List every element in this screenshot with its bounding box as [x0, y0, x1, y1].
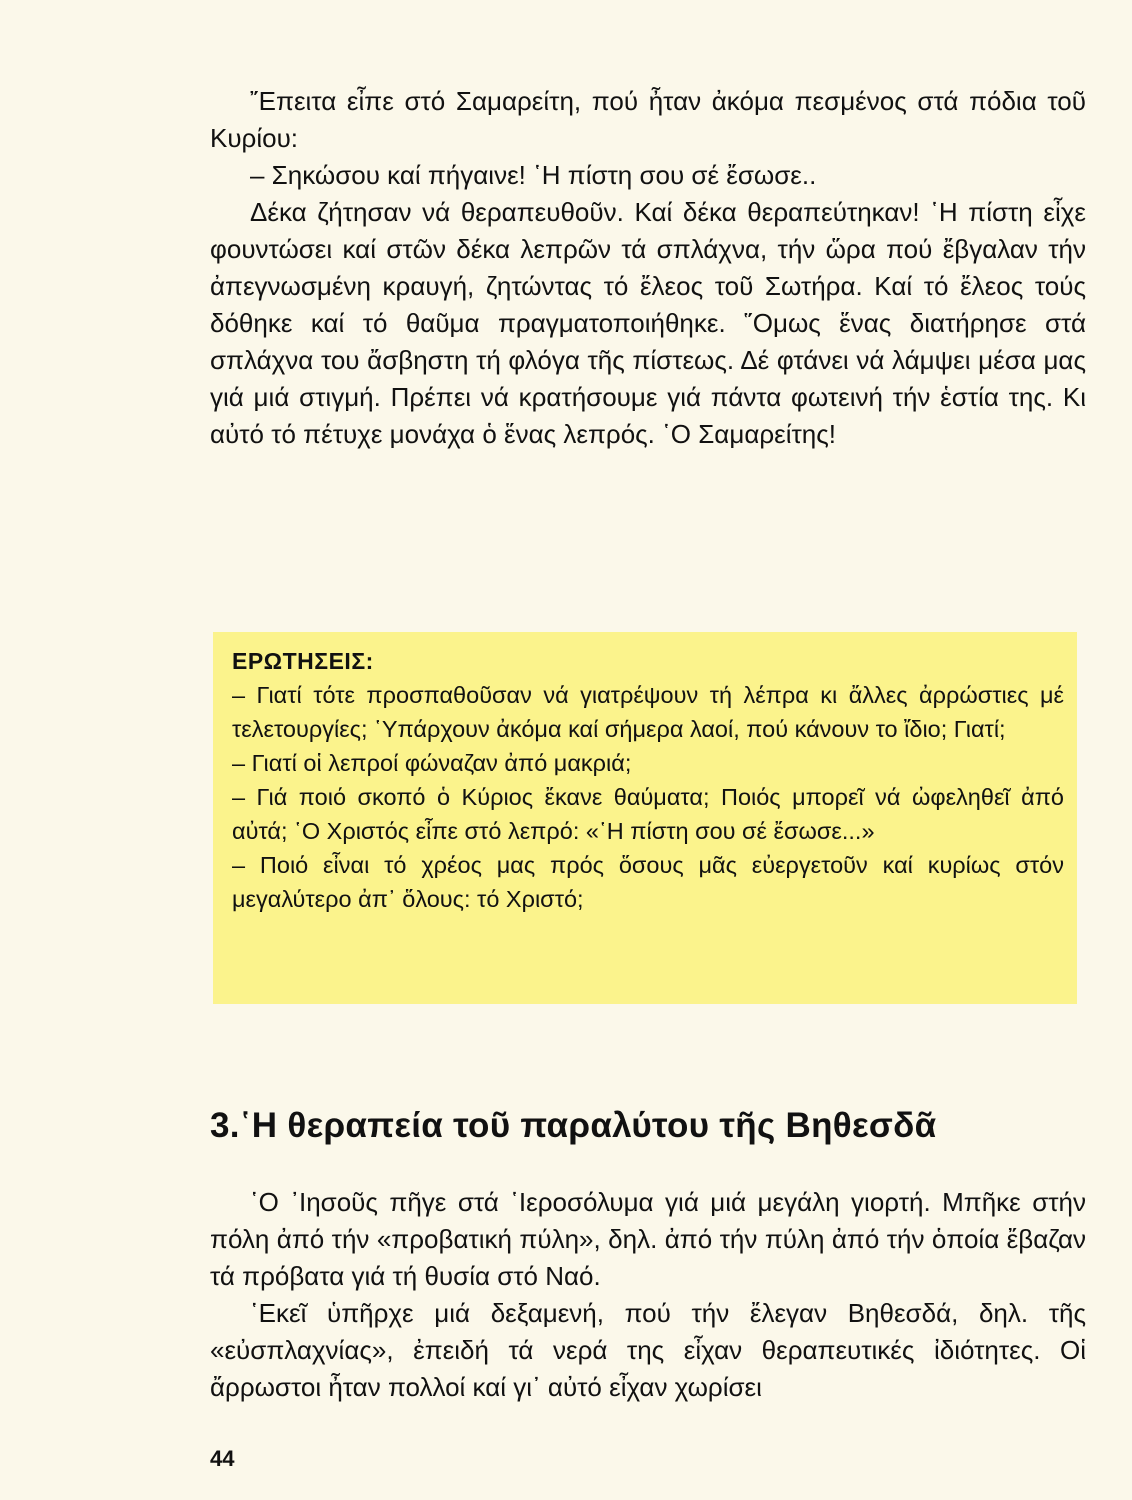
- section-heading: 3.῾Η θεραπεία τοῦ παραλύτου τῆς Βηθεσδᾶ: [210, 1106, 937, 1145]
- questions-list: [232, 678, 1064, 916]
- intro-text: [210, 83, 1086, 453]
- section-paragraph: ῾Εκεῖ ὑπῆρχε μιά δεξαμενή, πού τήν ἔλεγαν Βηθεσδά, δηλ. τῆς «εὐσπλαχνίας», ἐπειδή τά νερά της εἶχαν θεραπευτικές ἰδιότητες. Οἱ ἄρρωστοι ἦταν πολλοί καί γι᾽ αὐτό εἶχαν χωρίσει: [210, 1298, 1086, 1402]
- question-item: – Γιατί οἱ λεπροί φώναζαν ἀπό μακριά;: [232, 750, 632, 776]
- intro-paragraph: Δέκα ζήτησαν νά θεραπευθοῦν. Καί δέκα θεραπεύτηκαν! ῾Η πίστη εἶχε φουντώσει καί στῶν δέκα λεπρῶν τά σπλάχνα, τήν ὥρα πού ἔβγαλαν τήν ἀπεγνωσμένη κραυγή, ζητώντας τό ἔλεος τοῦ Σωτήρα. Καί τό ἔλεος τούς δόθηκε καί τό θαῦμα πραγματοποιήθηκε. ῞Ομως ἕνας διατήρησε στά σπλάχνα του ἄσβηστη τή φλόγα τῆς πίστεως. Δέ φτάνει νά λάμψει μέσα μας γιά μιά στιγμή. Πρέπει νά κρατήσουμε γιά πάντα φωτεινή τήν ἑστία της. Κι αὐτό τό πέτυχε μονάχα ὁ ἕνας λεπρός. ῾Ο Σαμαρείτης!: [210, 197, 1086, 449]
- questions-title: ΕΡΩΤΗΣΕΙΣ:: [232, 648, 374, 674]
- intro-dialogue: – Σηκώσου καί πήγαινε! ῾Η πίστη σου σέ ἔσωσε..: [250, 160, 817, 190]
- section-text: [210, 1184, 1086, 1406]
- page-number: 44: [210, 1446, 235, 1471]
- question-item: – Γιατί τότε προσπαθοῦσαν νά γιατρέψουν τή λέπρα κι ἄλλες ἀρρώστιες μέ τελετουργίες; ῾Υπάρχουν ἀκόμα καί σήμερα λαοί, πού κάνουν το ἴδιο; Γιατί;: [232, 682, 1064, 742]
- intro-paragraph: ῎Επειτα εἶπε στό Σαμαρείτη, πού ἦταν ἀκόμα πεσμένος στά πόδια τοῦ Κυρίου:: [210, 86, 1086, 153]
- question-item: – Ποιό εἶναι τό χρέος μας πρός ὅσους μᾶς εὐεργετοῦν καί κυρίως στόν μεγαλύτερο ἀπ᾽ ὅλους: τό Χριστό;: [232, 852, 1064, 912]
- section-paragraph: ῾Ο ᾽Ιησοῦς πῆγε στά ῾Ιεροσόλυμα γιά μιά μεγάλη γιορτή. Μπῆκε στήν πόλη ἀπό τήν «προβατική πύλη», δηλ. ἀπό τήν πύλη ἀπό τήν ὁποία ἔβαζαν τά πρόβατα γιά τή θυσία στό Ναό.: [210, 1187, 1086, 1291]
- question-item: – Γιά ποιό σκοπό ὁ Κύριος ἔκανε θαύματα; Ποιός μπορεῖ νά ὠφεληθεῖ ἀπό αὐτά; ῾Ο Χριστός εἶπε στό λεπρό: «῾Η πίστη σου σέ ἔσωσε...»: [232, 784, 1064, 844]
